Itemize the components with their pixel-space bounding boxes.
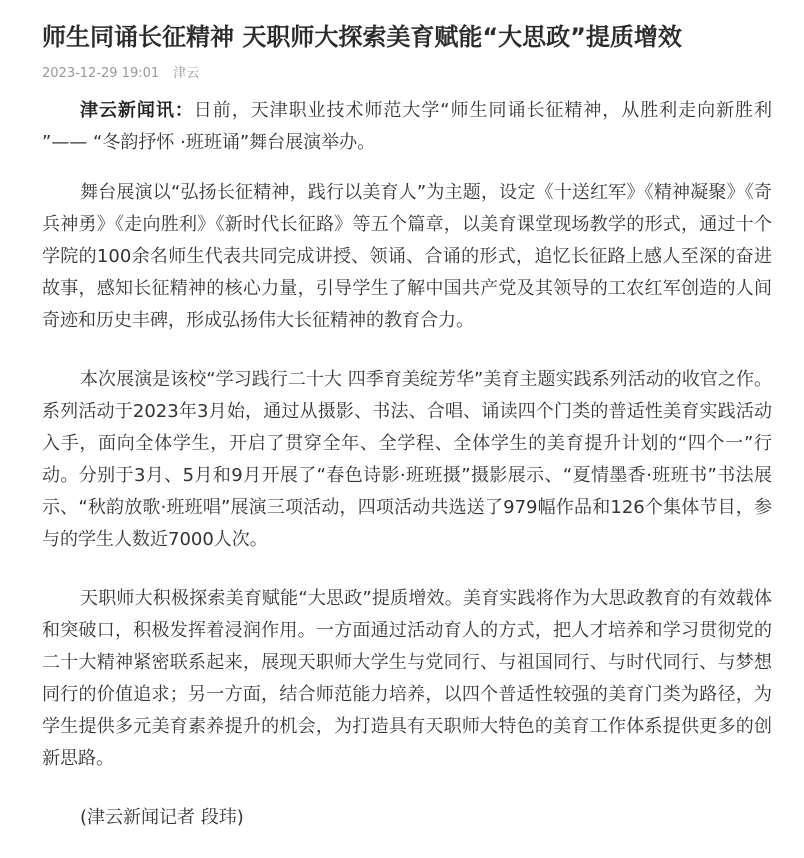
article-body	[42, 95, 772, 834]
article	[42, 0, 772, 834]
article-title: 师生同诵长征精神 天职师大探索美育赋能“大思政”提质增效	[42, 23, 682, 51]
lead-paragraph	[42, 95, 772, 159]
article-meta	[42, 65, 772, 83]
body-paragraph-3: 天职师大积极探索美育赋能“大思政”提质增效。美育实践将作为大思政教育的有效载体和突破口，积极发挥着浸润作用。一方面通过活动育人的方式，把人才培养和学习贯彻党的二十大精神紧密联系起来，展现天职师大学生与党同行、与祖国同行、与时代同行、与梦想同行的价值追求；另一方面，结合师范能力培养，以四个普适性较强的美育门类为路径，为学生提供多元美育素养提升的机会，为打造具有天职师大特色的美育工作体系提供更多的创新思路。	[42, 588, 772, 769]
lead-text: 日前，天津职业技术师范大学“师生同诵长征精神，从胜利走向新胜利 ”—— “冬韵抒怀 ·班班诵”舞台展演举办。	[42, 100, 772, 153]
publish-date: 2023-12-29 19:01	[42, 66, 160, 81]
article-source: 津云	[173, 66, 200, 81]
byline: (津云新闻记者 段玮)	[80, 807, 244, 828]
body-paragraph-2: 本次展演是该校“学习践行二十大 四季育美绽芳华”美育主题实践系列活动的收官之作。系列活动于2023年3月始，通过从摄影、书法、合唱、诵读四个门类的普适性美育实践活动入手，面向全体学生，开启了贯穿全年、全学程、全体学生的美育提升计划的“四个一”行动。分别于3月、5月和9月开展了“春色诗影·班班摄”摄影展示、“夏情墨香·班班书”书法展示、“秋韵放歌·班班唱”展演三项活动，四项活动共选送了979幅作品和126个集体节目，参与的学生人数近7000人次。	[42, 369, 772, 550]
body-paragraph-1: 舞台展演以“弘扬长征精神，践行以美育人”为主题，设定《十送红军》《精神凝聚》《奇兵神勇》《走向胜利》《新时代长征路》等五个篇章，以美育课堂现场教学的形式，通过十个学院的100余名师生代表共同完成讲授、领诵、合诵的形式，追忆长征路上感人至深的奋进故事，感知长征精神的核心力量，引导学生了解中国共产党及其领导的工农红军创造的人间奇迹和历史丰碑，形成弘扬伟大长征精神的教育合力。	[42, 182, 772, 331]
lead-label: 津云新闻讯：	[80, 100, 194, 121]
